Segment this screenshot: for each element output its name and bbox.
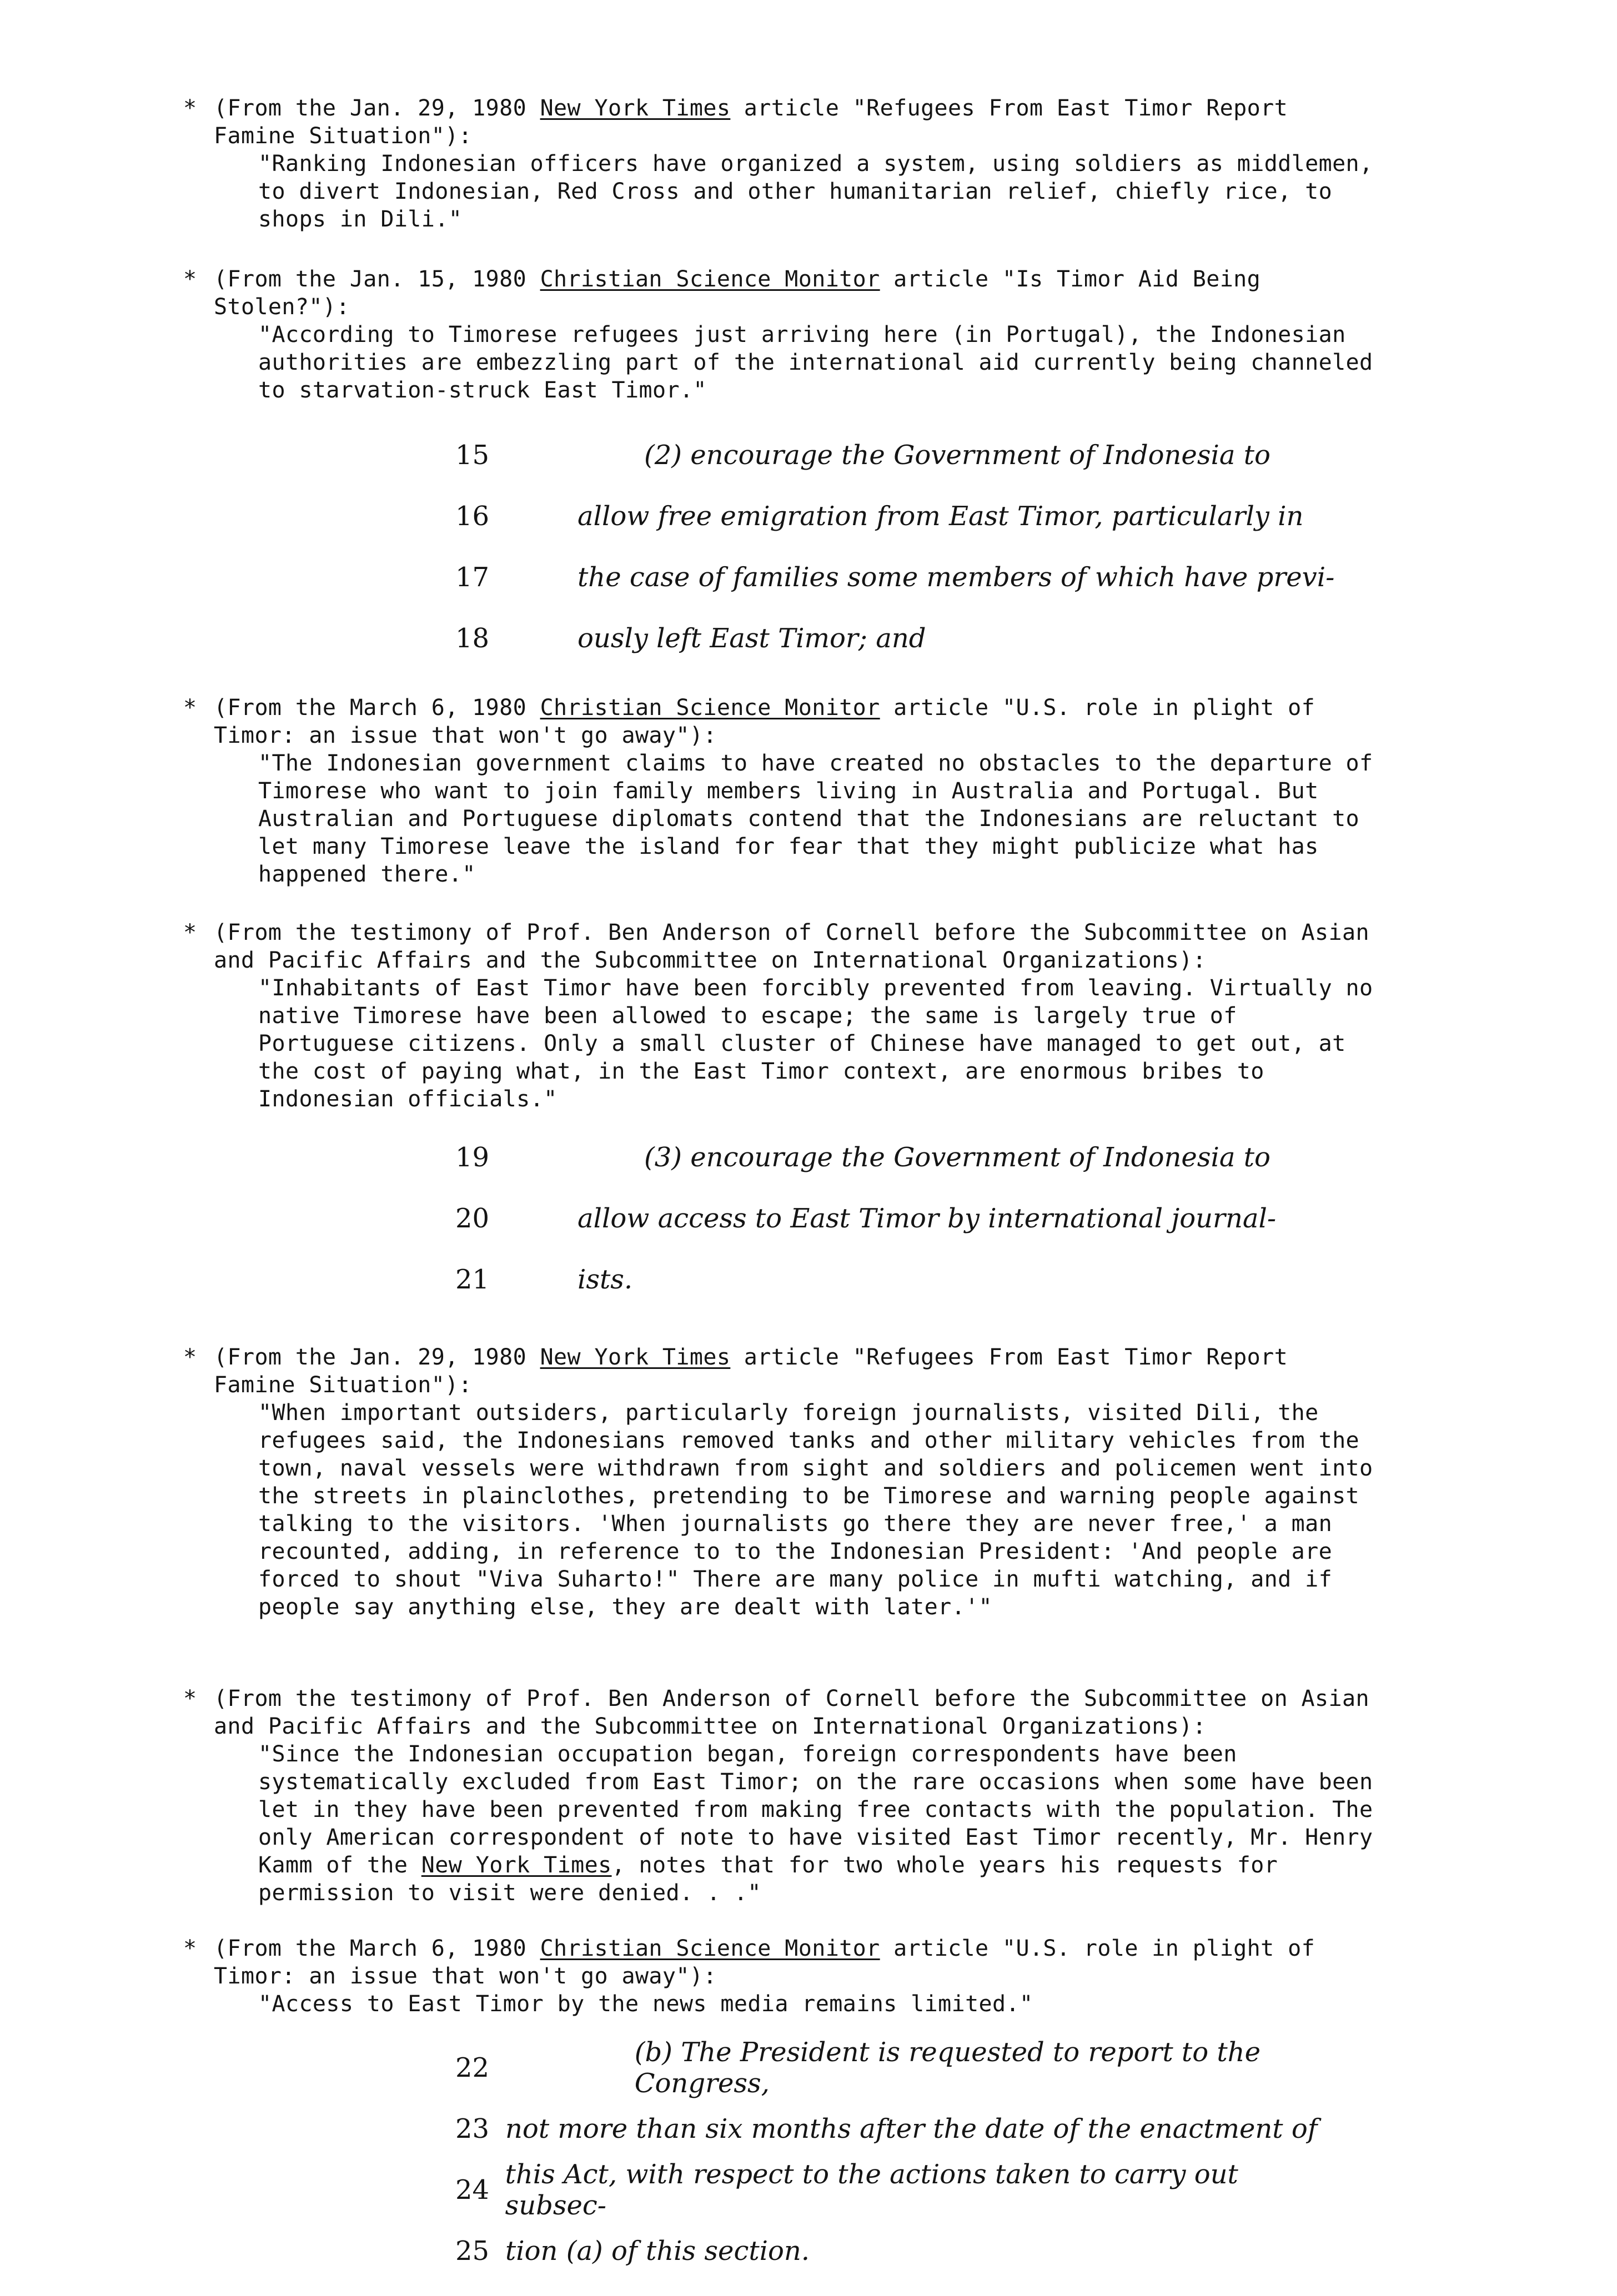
bullet-star: * [183, 1686, 197, 1711]
bill-line [455, 425, 1344, 486]
publication-name: New York Times [540, 1345, 731, 1370]
line-number: 15 [455, 440, 490, 471]
quote-body: "When important outsiders, particularly foreign journalists, visited Dili, the refugees said, the Indonesians removed tanks and other military vehicles from the town, naval vessels were withdrawn from sight and soldiers and policemen went into the streets in plainclothes, pretending to be Timorese and warning people against talking to the visitors. 'When journalists go there they are never free,' a man recounted, adding, in reference to to the Indonesian President: 'And people are forced to shout "Viva Suharto!" There are many police in mufti watching, and if people say anything else, they are dealt with later.'" [258, 1400, 1373, 1620]
bill-line [455, 2221, 1344, 2282]
bill-line [455, 2098, 1344, 2159]
quote-source: * (From the Jan. 15, 1980 Christian Science Monitor article "Is Timor Aid Being Stolen?"): [183, 266, 1261, 320]
quote-source: * (From the testimony of Prof. Ben Anderson of Cornell before the Subcommittee on Asian and Pacific Affairs and the Subcommittee on International Organizations): [183, 1686, 1369, 1739]
line-number: 23 [455, 2113, 490, 2144]
quote-anderson-testimony-leaving [183, 919, 1377, 1113]
line-number: 25 [455, 2235, 490, 2267]
bill-line-text: tion (a) of this section. [505, 2235, 810, 2267]
quote-body: "Ranking Indonesian officers have organized a system, using soldiers as middlemen, to divert Indonesian, Red Cross and other humanitarian relief, chiefly rice, to shops in Dili." [258, 151, 1373, 232]
quote-csm-aid-stolen [183, 265, 1377, 404]
quote-body: "Since the Indonesian occupation began, foreign correspondents have been systematically excluded from East Timor; on the rare occasions when some have been let in they have been prevented from making free contacts with the population. The only American correspondent of note to have visited East Timor recently, Mr. Henry Kamm of the New York Times, notes that for two whole years his requests for permission to visit were denied. . ." [258, 1741, 1373, 1906]
bill-text-lines-19-21 [455, 1127, 1344, 1310]
bill-line [455, 1249, 1344, 1310]
bill-line [455, 2159, 1344, 2221]
bill-line [455, 1188, 1344, 1249]
quote-source: * (From the Jan. 29, 1980 New York Times article "Refugees From East Timor Report Famine Situation"): [183, 1345, 1288, 1398]
bill-line [455, 1127, 1344, 1188]
bill-line [455, 486, 1344, 547]
quote-csm-us-role [183, 694, 1377, 888]
quote-source: * (From the March 6, 1980 Christian Science Monitor article "U.S. role in plight of Timor: an issue that won't go away"): [183, 695, 1315, 748]
bullet-star: * [183, 266, 197, 292]
quote-body: "Inhabitants of East Timor have been forcibly prevented from leaving. Virtually no native Timorese have been allowed to escape; the same is largely true of Portuguese citizens. Only a small cluster of Chinese have managed to get out, at the cost of paying what, in the East Timor context, are enormous bribes to Indonesian officials." [258, 975, 1373, 1112]
bill-line-text: (b) The President is requested to report to the Congress, [634, 2037, 1261, 2099]
quote-body: "Access to East Timor by the news media remains limited." [258, 1991, 1033, 2017]
line-number: 16 [455, 501, 490, 532]
bullet-star: * [183, 95, 197, 121]
line-number: 17 [455, 562, 490, 593]
quote-source: * (From the testimony of Prof. Ben Anderson of Cornell before the Subcommittee on Asian and Pacific Affairs and the Subcommittee on International Organizations): [183, 920, 1369, 973]
line-number: 22 [455, 2052, 490, 2083]
publication-name: Christian Science Monitor [540, 1936, 880, 1961]
bullet-star: * [183, 920, 197, 945]
line-number: 24 [455, 2174, 490, 2206]
bill-line-text: allow access to East Timor by international journal- [578, 1203, 1277, 1234]
bill-line-text: allow free emigration from East Timor, particularly in [578, 501, 1304, 532]
quote-csm-media-access [183, 1935, 1377, 2018]
quote-anderson-testimony-correspondents [183, 1685, 1377, 1907]
line-number: 19 [455, 1142, 490, 1173]
bill-line [455, 608, 1344, 669]
bullet-star: * [183, 695, 197, 721]
bill-line [455, 2037, 1344, 2098]
quote-source: * (From the March 6, 1980 Christian Science Monitor article "U.S. role in plight of Timor: an issue that won't go away"): [183, 1936, 1315, 1989]
bill-line-text: this Act, with respect to the actions taken to carry out subsec- [505, 2159, 1238, 2221]
quote-nyt-journalists [183, 1343, 1377, 1621]
bill-line-text: (2) encourage the Government of Indonesia to [644, 440, 1270, 471]
publication-name: New York Times [421, 1852, 612, 1878]
publication-name: Christian Science Monitor [540, 266, 880, 292]
quote-body: "According to Timorese refugees just arriving here (in Portugal), the Indonesian authorities are embezzling part of the international aid currently being channeled to starvation-struck East Timor." [258, 322, 1373, 403]
quote-body: "The Indonesian government claims to have created no obstacles to the departure of Timorese who want to join family members living in Australia and Portugal. But Australian and Portuguese diplomats contend that the Indonesians are reluctant to let many Timorese leave the island for fear that they might publicize what has happened there." [258, 751, 1373, 887]
bill-line-text: ously left East Timor; and [578, 623, 926, 654]
bill-line-text: ists. [578, 1264, 633, 1295]
quote-nyt-refugees-famine [183, 94, 1377, 233]
publication-name: New York Times [540, 95, 731, 121]
publication-name: Christian Science Monitor [540, 695, 880, 721]
line-number: 21 [455, 1264, 490, 1295]
bill-text-lines-22-25 [455, 2037, 1344, 2282]
bullet-star: * [183, 1936, 197, 1961]
bill-line [455, 547, 1344, 608]
bill-line-text: not more than six months after the date of the enactment of [505, 2113, 1318, 2144]
bill-text-lines-15-18 [455, 425, 1344, 669]
bill-line-text: the case of families some members of which have previ- [578, 562, 1335, 593]
bill-line-text: (3) encourage the Government of Indonesia to [644, 1142, 1270, 1173]
line-number: 20 [455, 1203, 490, 1234]
line-number: 18 [455, 623, 490, 654]
quote-source: * (From the Jan. 29, 1980 New York Times article "Refugees From East Timor Report Famine Situation"): [183, 95, 1288, 149]
bullet-star: * [183, 1345, 197, 1370]
